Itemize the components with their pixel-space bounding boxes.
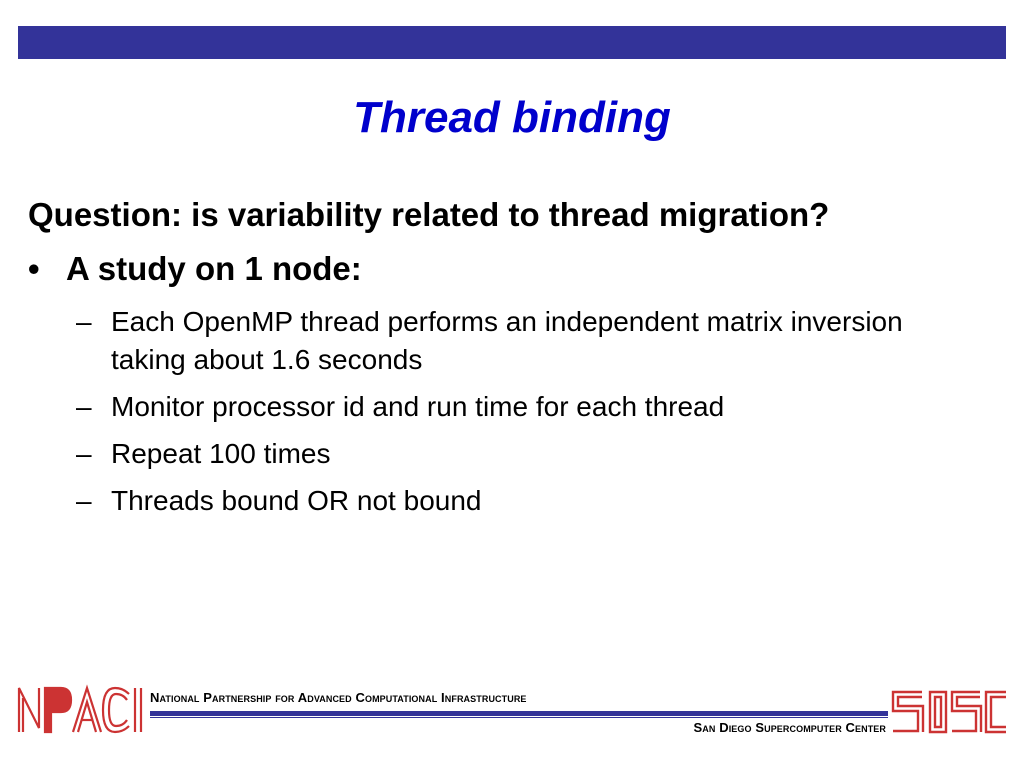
header-bar	[18, 26, 1006, 59]
sub-item	[76, 303, 956, 379]
npaci-logo	[17, 684, 145, 734]
sub-item-text: Threads bound OR not bound	[111, 485, 482, 516]
sub-item-dash: –	[76, 391, 92, 422]
sub-item-dash: –	[76, 306, 92, 337]
sub-item	[76, 482, 956, 520]
sub-item-dash: –	[76, 485, 92, 516]
sub-item-text: Monitor processor id and run time for each thread	[111, 391, 725, 422]
sub-item-text: Repeat 100 times	[111, 438, 331, 469]
bullet-symbol: •	[28, 250, 40, 287]
bullet-item	[28, 246, 362, 292]
question-text: Question: is variability related to thread migration?	[28, 196, 830, 233]
bullet-text: A study on 1 node:	[66, 250, 362, 287]
footer-organization-text: National Partnership for Advanced Computational Infrastructure	[150, 690, 527, 705]
sub-item	[76, 388, 956, 426]
sub-item	[76, 435, 956, 473]
slide-title: Thread binding	[353, 93, 671, 142]
sub-item-text: Each OpenMP thread performs an independent matrix inversion taking about 1.6 seconds	[111, 306, 903, 375]
sub-item-dash: –	[76, 438, 92, 469]
footer-center-text: San Diego Supercomputer Center	[693, 720, 886, 735]
footer-rule-thick	[150, 711, 888, 716]
footer-rule-thin	[150, 717, 888, 718]
sdsc-logo	[890, 689, 1008, 735]
sub-list	[76, 303, 956, 529]
